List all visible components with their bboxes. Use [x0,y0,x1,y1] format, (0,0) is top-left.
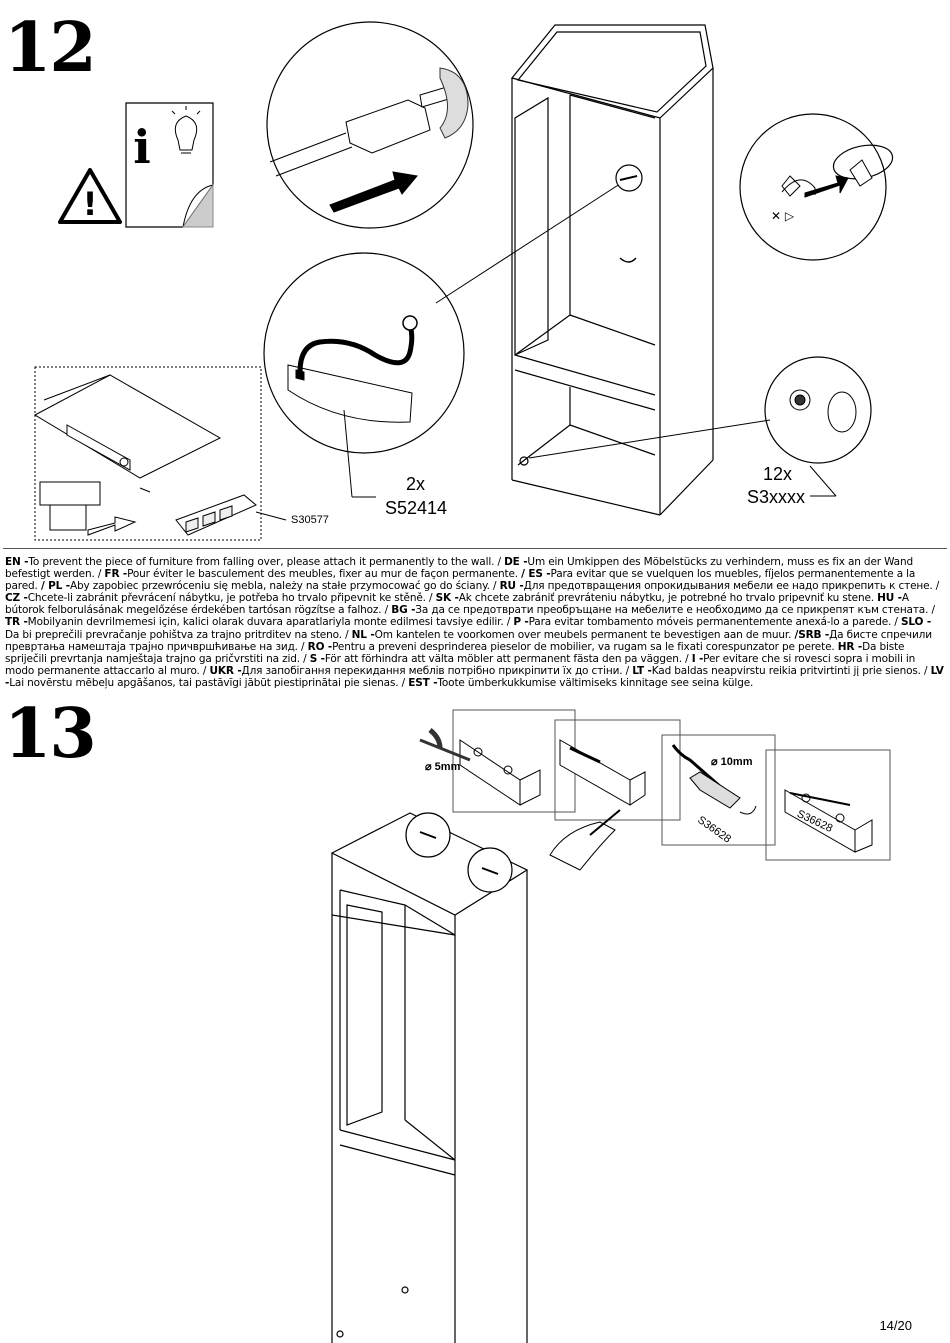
zoom-circle-wall-plug [267,22,473,228]
page-number: 14/20 [879,1318,912,1333]
instruction-item: LV -Lai novērstu mēbeļu apgāšanos, tai pastāvīgi jābūt piestiprinātai pie sienas. / [5,664,944,689]
instruction-item: FR -Pour éviter le basculement des meubles, fixer au mur de façon permanente. [104,568,522,581]
svg-text:✕ ▷: ✕ ▷ [771,209,795,223]
bracket-step-4 [766,750,890,860]
inset-level-detail [35,367,286,540]
bracket-quantity: 2x [406,474,426,494]
section-divider [3,548,947,549]
info-mark: i [133,120,151,174]
step-number-12: 12 [4,8,95,88]
instruction-item: SLO -Da bi preprečili prevračanje pohištva za trajno pritrditev na steno. / [5,616,932,641]
cap-quantity: 12x [763,464,793,484]
step-number-13: 13 [4,694,95,774]
instruction-item: EST -Toote ümberkukkumise vältimiseks kinnitage see seina külge. [408,676,754,689]
instruction-item: LT -Kad baldas neapvirstu reikia pritvirtinti jį prie sienos. / [632,664,931,677]
instruction-item: RU -Для предотвращения опрокидывания мебели ее надо прикрепить к стене. / [499,580,940,593]
instruction-item: NL -Om kantelen te voorkomen over meubels permanent te bevestigen aan de muur. [351,628,795,641]
warning-mark: ! [82,185,98,223]
zoom-circle-cover-cap [529,357,871,496]
instruction-item: CZ -Chcete-li zabránit převrácení nábytku, je potřeba ho trvalo připevnit ke stěně. / [5,592,436,605]
instruction-item: I -Per evitare che si rovesci sopra i mobili in modo permanente attaccarlo al muro. / [5,652,916,677]
instruction-item: BG -За да се предотврати преобръщане на мебелите е необходимо да се прикрепят към стената. / [391,604,935,617]
zoom-circle-bracket [264,180,626,497]
bracket-step-2 [550,720,680,870]
instruction-item: UKR -Для запобігання перекидання меблів потрібно прикріпити їх до стіни. / [209,664,633,677]
multilingual-warning-text [5,556,945,689]
warning-icon [60,170,120,223]
instruction-item: HU -A bútorok felborulásának megelőzése érdekében tartósan rögzítse a falhoz. / [5,592,909,617]
dowel-code: S36628 [695,814,734,846]
lightbulb-icon [172,106,200,153]
cabinet-step12 [512,25,713,515]
info-tip-icon [126,103,213,227]
instruction-item: RO -Pentru a preveni desprinderea pieselor de mobilier, va rugam sa le fixati corespunzator pe perete. [307,640,838,653]
instruction-item: SK -Ak chcete zabrániť prevráteniu nábytku, je potrebné ho trvalo pripevniť ku stene. [435,592,878,605]
drill-size-5mm: ⌀ 5mm [425,761,461,773]
instruction-item: HR -Da biste spriječili prevrtanja namještaja trajno ga pričvrstiti na zid. / [5,640,905,665]
instruction-item: S -För att förhindra att välta möbler att permanent fästa den pa väggen. / [309,652,692,665]
instruction-item: EN -To prevent the piece of furniture from falling over, please attach it permanently to the wall. / [5,556,505,568]
dowel-code: S36628 [794,808,835,835]
drill-size-10mm: ⌀ 10mm [711,756,753,768]
instruction-item: / ES -Para evitar que se vuelquen los muebles, fíjelos permanentemente a la pared. [5,568,916,593]
instruction-item: P -Para evitar tombamento móveis permanentemente anexá-lo a parede. / [513,616,901,629]
instruction-item: /SRB -Да бисте спречили превртања намештаја трајно причвршћивање на зид. / [5,628,932,653]
instruction-item: DE -Um ein Umkippen des Möbelstücks zu verhindern, muss es fix an der Wand befestigt werden. / [5,556,913,581]
cabinet-step13 [332,813,527,1343]
instruction-item: / PL -Aby zapobiec przewróceniu się mebla, należy na stałe przymocować go do ściany. / [40,580,500,593]
level-part-code: S30577 [291,514,329,526]
instruction-item: TR -Mobilyanin devrilmemesi için, kalici olarak duvara aparatlariyla monte edilmesi tavsiye edilir. / [5,616,514,629]
bracket-code: S52414 [385,498,448,518]
zoom-circle-fitting [740,114,896,260]
cap-code: S3xxxx [747,487,806,507]
